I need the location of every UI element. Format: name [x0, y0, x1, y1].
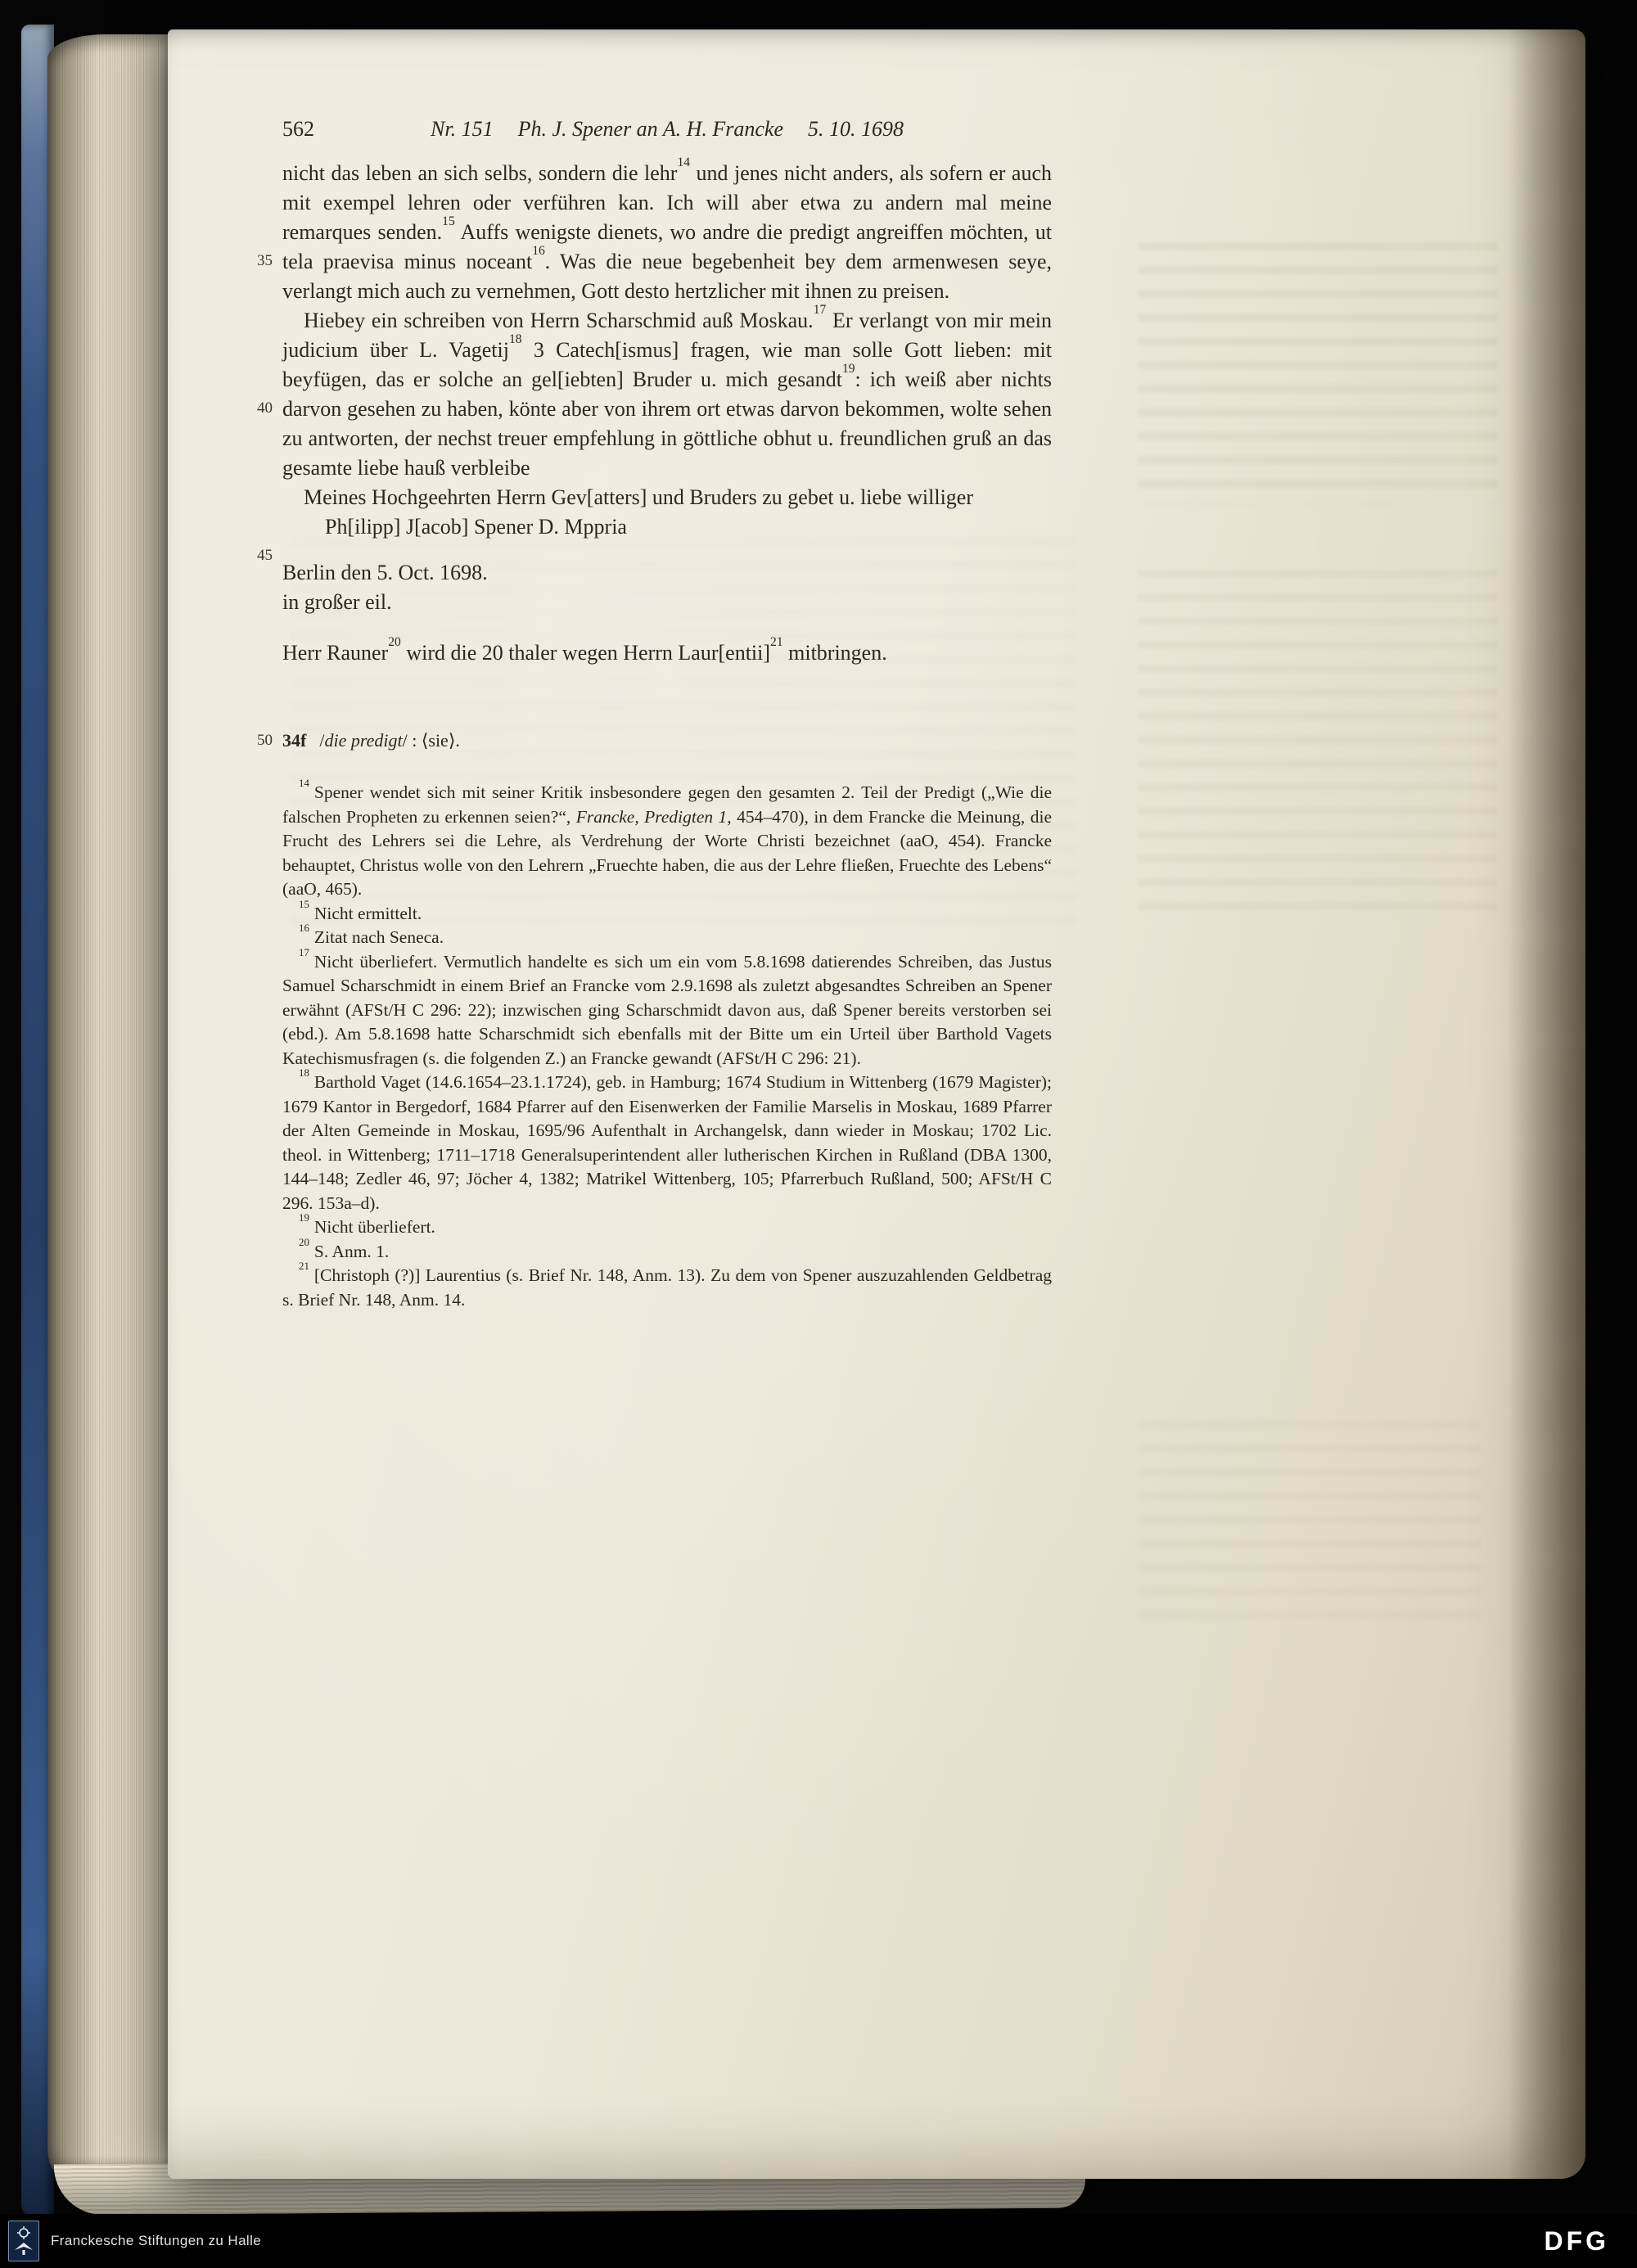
footnote-text: Nicht ermittelt. — [313, 903, 422, 923]
date-place-line: Berlin den 5. Oct. 1698. — [282, 561, 488, 584]
margin-line-number: 40 — [257, 399, 273, 417]
footnote-text: Zitat nach Seneca. — [313, 927, 444, 947]
footnote-text: Barthold Vaget (14.6.1654–23.1.1724), geb. in Hamburg; 1674 Studium in Wittenberg (1679 Magister); 1679 Kantor in Bergedorf, 1684 Pfarrer auf den Eisenwerken der Familie Marselis in Moskau, 1689 Pfarrer der Alten Gemeinde in Moskau, 1695/96 Aufenthalt in Archangelsk, dann wieder in Moskau; 1702 Lic. theol. in Wittenberg; 1711–1718 Generalsuperintendent aller lutherischen Kirchen in Rußland (DBA 1300, 144–148; Zedler 46, 97; Jöcher 4, 1382; Matrikel Wittenberg, 105; Pfarrerbuch Rußland, 500; AFSt/H C 296. 153a–d). — [282, 1072, 1052, 1213]
running-head-date: 5. 10. 1698 — [808, 117, 904, 141]
apparatus-line — [282, 728, 1052, 753]
footer-left — [8, 2221, 261, 2261]
footnote-text: Nicht überliefert. Vermutlich handelte es sich um ein vom 5.8.1698 datierendes Schreiben, das Justus Samuel Scharschmidt in einem Brief an Francke vom 2.9.1698 als zuletzt abgesandtes Schreiben an Spener erwähnt (AFSt/H C 296: 22); inzwischen ging Scharschmidt davon aus, daß Spener bereits verstorben sei (ebd.). Am 5.8.1698 hatte Scharschmidt sich ebenfalls mit der Bitte um ein Urteil über Barthold Vagets Katechismusfragen (s. die folgenden Z.) an Francke gewandt (AFSt/H C 296: 21). — [282, 951, 1052, 1068]
footnote-19 — [282, 1212, 1052, 1240]
apparatus-text: /die predigt/ : ⟨sie⟩. — [319, 730, 460, 751]
footnote-14 — [282, 778, 1052, 902]
footnote-number: 18 — [299, 1067, 309, 1080]
haste-line: in großer eil. — [282, 590, 392, 614]
footnote-text: Spener wendet sich mit seiner Kritik insbesondere gegen den gesamten 2. Teil der Predigt („Wie die falschen Propheten zu erkennen seien?“, Francke, Predigten 1, 454–470), in dem Francke die Meinung, die Frucht des Lehrers sei die Lehre, als Verdrehung der Worte Christi bezeichnet (aaO, 454). Francke behauptet, Christus wolle von den Lehrern „Fruechte haben, die aus der Lehre fließen, Fruechte des Lebens“ (aaO, 465). — [282, 782, 1052, 899]
footnote-15 — [282, 898, 1052, 927]
body-paragraph: nicht das leben an sich selbs, sondern die lehr$^{14}$ und jenes nicht anders, als sofern er auch mit exempel lehren oder verführen kan. Ich will aber etwa zu andern mal meine remarques senden.$^{15}$ Auffs wenigste dienets, wo andre die predigt angreiffen möchten, ut tela praevisa minus noceant$^{16}$. Was die neue begebenheit bey dem armenwesen seye, verlangt mich auch zu vernehmen, Gott desto hertzlicher mit ihnen zu preisen. — [282, 156, 1052, 303]
page-showthrough — [1138, 570, 1498, 913]
footnote-21 — [282, 1260, 1052, 1312]
eagle-sun-icon — [13, 2225, 34, 2257]
franckesche-stiftungen-logo — [8, 2221, 39, 2261]
postscript-line: Herr Rauner$^{20}$ wird die 20 thaler wegen Herrn Laur[entii]$^{21}$ mitbringen. — [282, 635, 887, 665]
margin-line-number: 50 — [257, 732, 273, 749]
footnote-number: 14 — [299, 778, 309, 790]
book-page-edges-left — [47, 34, 172, 2180]
book-page — [168, 29, 1585, 2179]
page-number: 562 — [282, 117, 314, 141]
running-header — [282, 115, 1052, 146]
dateline-block — [282, 558, 1052, 617]
footnote-number: 15 — [299, 898, 309, 910]
body-paragraph: Meines Hochgeehrten Herrn Gev[atters] und Bruders zu gebet u. liebe williger — [304, 485, 973, 509]
footnote-text: S. Anm. 1. — [313, 1241, 390, 1261]
letter-body — [282, 156, 1052, 542]
footnote-number: 16 — [299, 922, 309, 935]
dfg-logo: DFG — [1544, 2225, 1609, 2256]
institution-name: Franckesche Stiftungen zu Halle — [51, 2233, 262, 2248]
footnote-16 — [282, 922, 1052, 950]
body-paragraph: Hiebey ein schreiben von Herrn Scharschmid auß Moskau.$^{17}$ Er verlangt von mir mein judicium über L. Vagetij$^{18}$ 3 Catech[ismus] fragen, wie man solle Gott lieben: mit beyfügen, das er solche an gel[iebten] Bruder u. mich gesandt$^{19}$: ich weiß aber nichts darvon gesehen zu haben, könte aber von ihrem ort etwas darvon bekommen, wolte sehen zu antworten, der nechst treuer empfehlung in göttliche obhut u. freundlichen gruß an das gesamte liebe hauß verbleibe — [282, 303, 1052, 480]
footer-bar — [0, 2214, 1637, 2268]
margin-line-number: 45 — [257, 547, 273, 564]
page-showthrough — [1138, 1421, 1481, 1634]
footnote-20 — [282, 1236, 1052, 1265]
footnotes-block — [282, 778, 1052, 1312]
footnote-number: 19 — [299, 1212, 309, 1224]
footnote-17 — [282, 946, 1052, 1071]
apparatus-lemma: 34f — [282, 730, 307, 751]
footnote-number: 20 — [299, 1236, 309, 1248]
running-head-title — [282, 115, 1052, 144]
page-showthrough — [1138, 242, 1498, 504]
running-head-correspondents: Ph. J. Spener an A. H. Francke — [517, 117, 783, 141]
footnote-number: 17 — [299, 946, 309, 958]
footnote-18 — [282, 1067, 1052, 1215]
footnote-number: 21 — [299, 1260, 309, 1273]
margin-line-number: 35 — [257, 252, 273, 269]
running-head-number: Nr. 151 — [430, 117, 494, 141]
footnote-text: Nicht überliefert. — [313, 1217, 435, 1237]
text-column — [257, 115, 1052, 1312]
footnote-text: [Christoph (?)] Laurentius (s. Brief Nr. 148, Anm. 13). Zu dem von Spener auszuzahlenden Geldbetrag s. Brief Nr. 148, Anm. 14. — [282, 1265, 1052, 1310]
signature-line: Ph[ilipp] J[acob] Spener D. Mppria — [325, 515, 627, 539]
